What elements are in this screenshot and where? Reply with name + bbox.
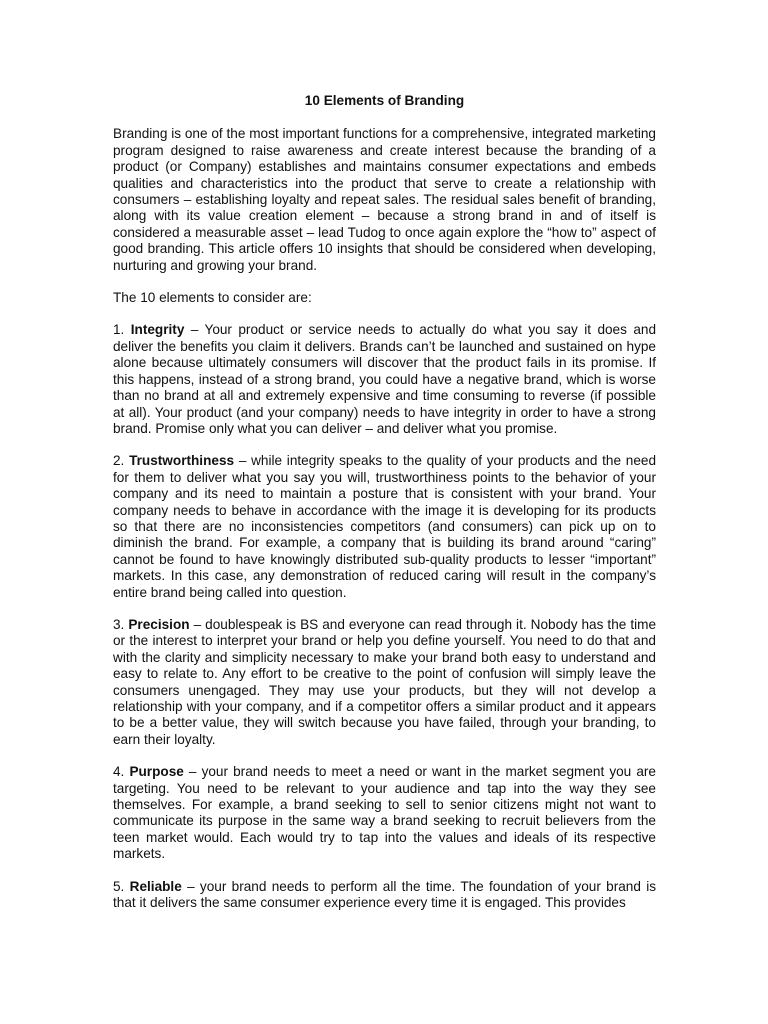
element-term: Reliable	[129, 878, 182, 894]
element-trustworthiness	[113, 453, 656, 601]
intro-paragraph: Branding is one of the most important functions for a comprehensive, integrated marketing program designed to raise awareness and create interest because the branding of a product (or Company) establishes and maintains consumer expectations and embeds qualities and characteristics into the product that serve to create a relationship with consumers – establishing loyalty and repeat sales. The residual sales benefit of branding, along with its value creation element – because a strong brand in and of itself is considered a measurable asset – lead Tudog to once again explore the “how to” aspect of good branding. This article offers 10 insights that should be considered when developing, nurturing and growing your brand.	[113, 126, 656, 273]
element-number: 4.	[113, 764, 125, 780]
element-term: Integrity	[130, 322, 185, 338]
element-purpose	[113, 764, 656, 862]
element-text: – your brand needs to meet a need or want in the market segment you are targeting. You need to be relevant to your audience and tap into the way they see themselves. For example, a brand seeking to sell to senior citizens might not want to communicate its purpose in the same way a brand seeking to recruit believers from the teen market would. Each would try to tap into the values and ideals of its respective markets.	[113, 764, 656, 862]
document-title: 10 Elements of Branding	[304, 93, 465, 108]
element-term: Purpose	[129, 764, 184, 780]
element-text: – your brand needs to perform all the time. The foundation of your brand is that it delivers the same consumer experience every time it is engaged. This provides	[113, 878, 657, 911]
element-term: Precision	[128, 616, 190, 632]
element-term: Trustworthiness	[129, 453, 235, 469]
element-text: – while integrity speaks to the quality of your products and the need for them to deliver what you say you will, trustworthiness points to the behavior of your company and its need to maintain a posture that is consistent with your brand. Your company needs to behave in accordance with the image it is developing for its products so that there are no inconsistencies competitors (and consumers) can pick up on to diminish the brand. For example, a company that is building its brand around “caring” cannot be found to have knowingly distributed sub-quality products to lesser “important” markets. In this case, any demonstration of reduced caring will result in the company’s entire brand being called into question.	[113, 453, 657, 600]
document-page	[113, 93, 656, 927]
element-text: – doublespeak is BS and everyone can read through it. Nobody has the time or the interest to interpret your brand or help you define yourself. You need to do that and with the clarity and simplicity necessary to make your brand both easy to understand and easy to relate to. Any effort to be creative to the point of confusion will simply leave the consumers unengaged. They may use your products, but they will not develop a relationship with your company, and if a competitor offers a similar product and it appears to be a better value, they will switch because you have failed, through your branding, to earn their loyalty.	[113, 616, 657, 747]
lead-paragraph: The 10 elements to consider are:	[113, 290, 312, 306]
element-number: 2.	[113, 453, 125, 469]
element-text: – Your product or service needs to actually do what you say it does and deliver the benefits you claim it delivers. Brands can’t be launched and sustained on hype alone because ultimately consumers will discover that the product fails in its promise. If this happens, instead of a strong brand, you could have a negative brand, which is worse than no brand at all and extremely expensive and time consuming to reverse (if possible at all). Your product (and your company) needs to have integrity in order to have a strong brand. Promise only what you can deliver – and deliver what you promise.	[113, 322, 656, 436]
element-number: 1.	[113, 322, 125, 338]
element-reliable	[113, 879, 656, 912]
element-integrity	[113, 322, 656, 437]
element-number: 5.	[113, 878, 125, 894]
element-number: 3.	[113, 616, 125, 632]
element-precision	[113, 617, 656, 748]
